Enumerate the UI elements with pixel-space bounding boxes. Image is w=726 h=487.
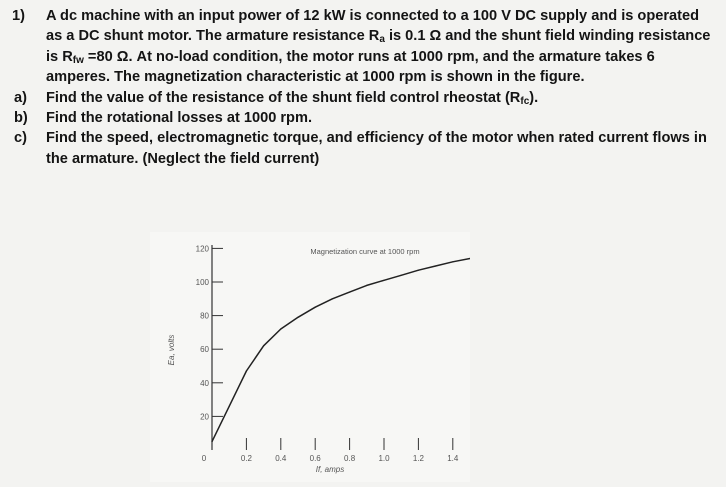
y-tick-label: 100 bbox=[195, 278, 209, 287]
y-tick-label: 60 bbox=[200, 345, 209, 355]
curve-point bbox=[383, 280, 384, 281]
y-tick-label: 80 bbox=[200, 311, 209, 321]
curve-point bbox=[401, 275, 402, 276]
curve-point bbox=[280, 328, 281, 329]
magnetization-figure bbox=[150, 232, 470, 482]
curve-point bbox=[229, 406, 230, 407]
curve-point bbox=[332, 298, 333, 299]
x-tick-label: 1.4 bbox=[447, 454, 459, 463]
x-tick-label: 0.4 bbox=[275, 454, 287, 463]
chart-title: Magnetization curve at 1000 rpm bbox=[310, 247, 420, 256]
subquestion-c: c) Find the speed, electromagnetic torque, and efficiency of the motor when rated current flows in the armature. (Neglect the field current) bbox=[14, 130, 707, 167]
curve-point bbox=[246, 370, 247, 371]
x-tick-label: 0.2 bbox=[240, 454, 252, 463]
x-tick-label: 0.6 bbox=[309, 454, 321, 463]
y-tick-label: 40 bbox=[200, 378, 209, 388]
curve-point bbox=[349, 291, 350, 292]
curve-point bbox=[366, 285, 367, 286]
curve-point bbox=[418, 270, 419, 271]
subquestion-b: b) Find the rotational losses at 1000 rpm. bbox=[14, 110, 313, 127]
curve-point bbox=[315, 307, 316, 308]
x-tick-label: 0.8 bbox=[344, 454, 356, 463]
problem-statement bbox=[12, 6, 712, 88]
magnetization-chart bbox=[150, 232, 470, 482]
y-tick-label: 120 bbox=[195, 244, 209, 254]
y-axis-label: Ea, volts bbox=[167, 334, 176, 366]
x-tick-label: 0 bbox=[201, 454, 207, 463]
y-tick-label: 20 bbox=[200, 412, 209, 422]
problem-text bbox=[12, 6, 712, 169]
curve-point bbox=[263, 345, 264, 346]
curve-point bbox=[297, 317, 298, 318]
curve-point bbox=[435, 265, 436, 266]
x-axis-label: If, amps bbox=[315, 465, 345, 474]
problem-intro: A dc machine with an input power of 12 kW is connected to a 100 V DC supply and is operated as a DC shunt motor. The armature resistance $R_a$ is 0.1 Ω and the shunt field winding resistance is $R_{fw} =80$ Ω. At no-load condition, the motor runs at 1000 rpm, and the armature takes 6 amperes. The magnetization characteristic at 1000 rpm is shown in the figure. bbox=[46, 8, 711, 86]
x-tick-label: 1.0 bbox=[378, 454, 390, 463]
x-tick-label: 1.2 bbox=[412, 454, 424, 463]
curve-point bbox=[211, 441, 212, 442]
subquestion-a: a) Find the value of the resistance of the shunt field control rheostat $(R_{fc})$. bbox=[14, 89, 539, 107]
curve-point bbox=[452, 261, 453, 262]
problem-number: 1) bbox=[12, 8, 25, 24]
